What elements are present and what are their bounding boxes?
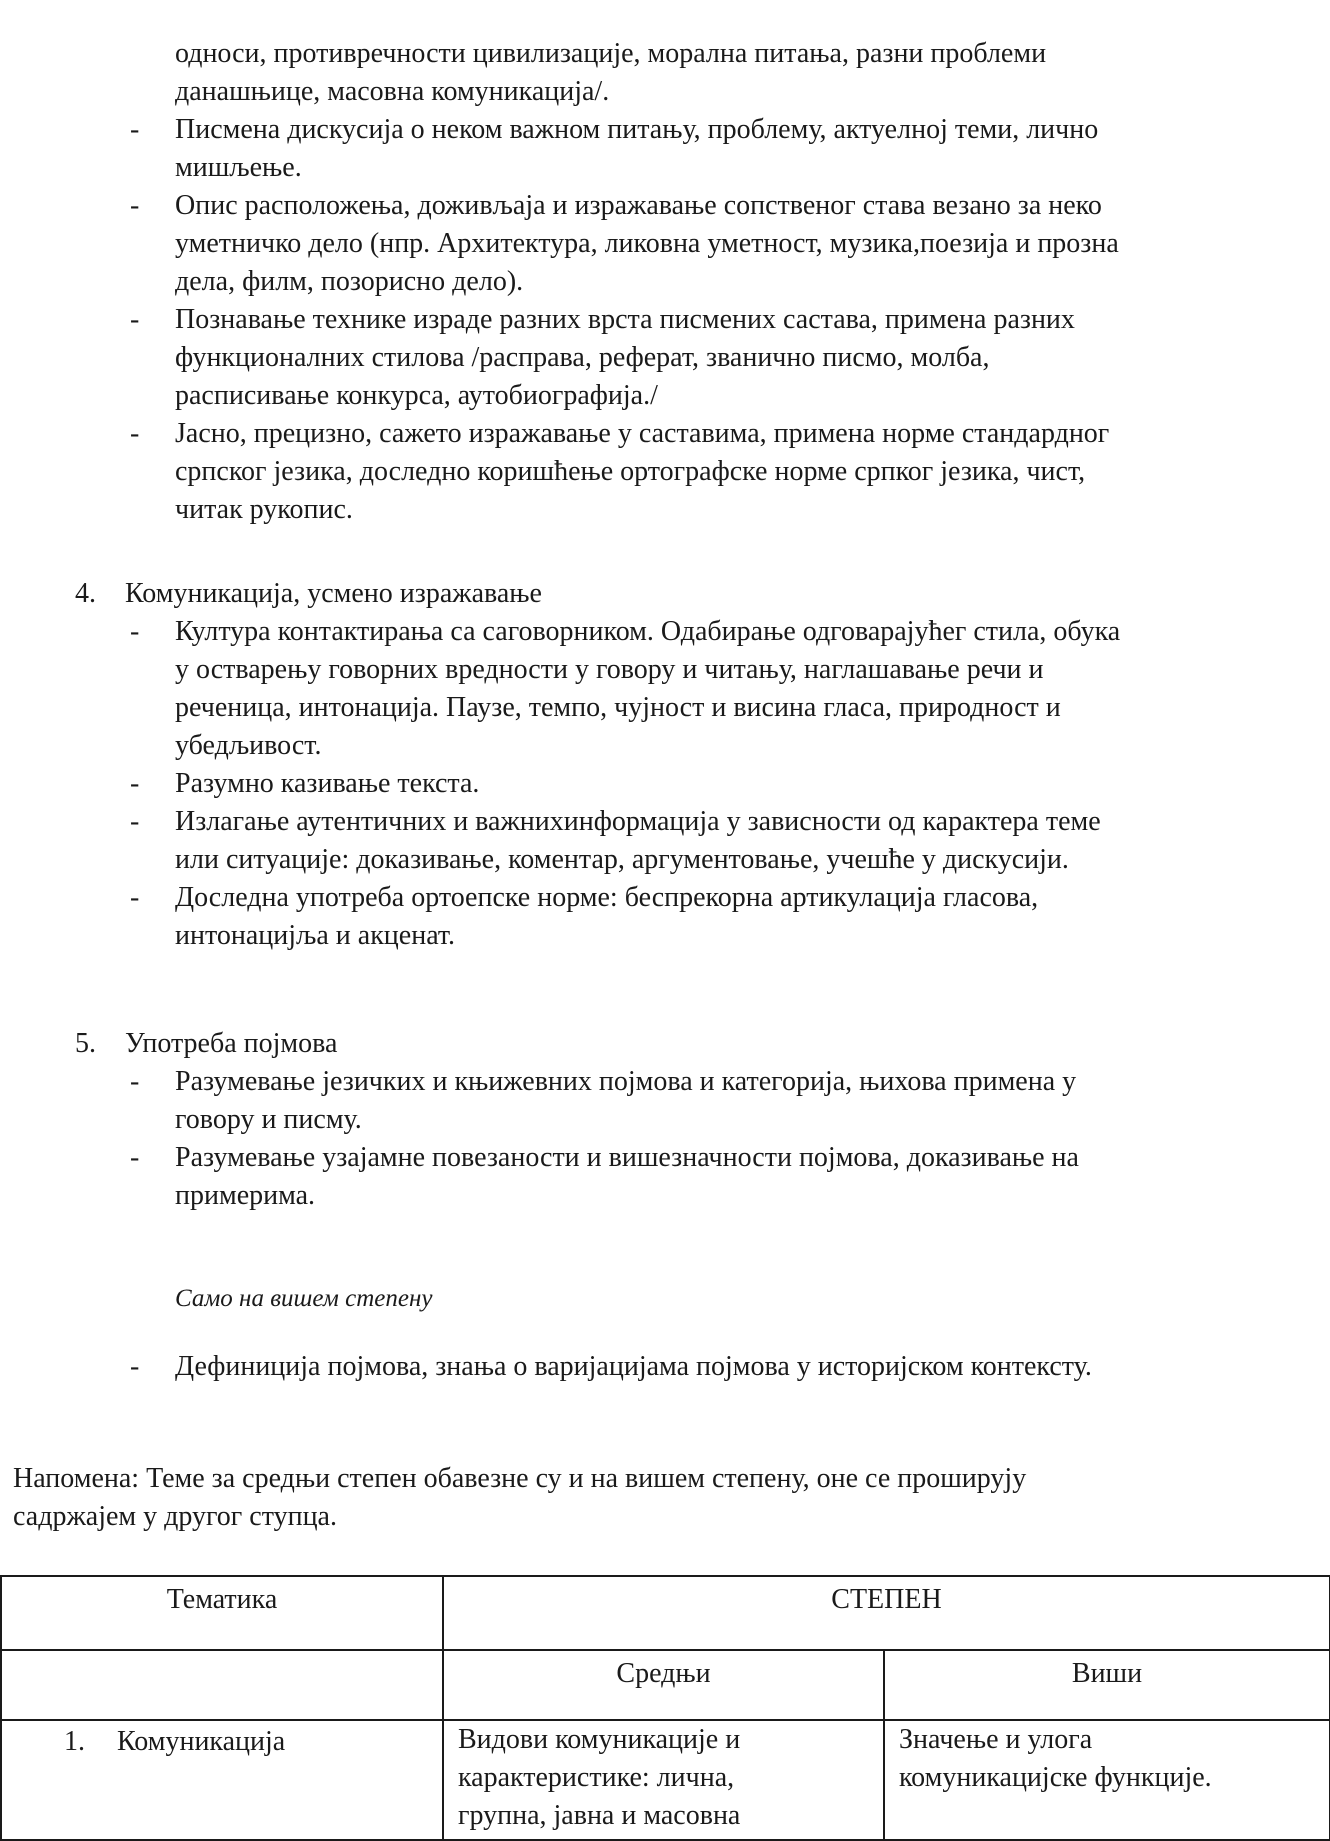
list-item-line: Писмена дискусија о неком важном питању, проблему, актуелној теми, лично	[175, 114, 1099, 145]
row-number: 1.	[64, 1726, 85, 1757]
header-empty-cell	[1, 1650, 443, 1720]
bullet-dash: -	[130, 114, 140, 145]
note-line: садржајем у другог ступца.	[13, 1501, 337, 1532]
cell-line: Значење и улога	[899, 1724, 1093, 1755]
bullet-dash: -	[130, 190, 140, 221]
list-item-line: Доследна употреба ортоепске норме: беспрекорна артикулација гласова,	[175, 882, 1039, 913]
mid-level-cell	[443, 1720, 884, 1840]
list-item-line: Излагање аутентичних и важнихинформација у зависности од карактера теме	[175, 806, 1101, 837]
list-item-line: убедљивост.	[175, 730, 322, 761]
bullet-dash: -	[130, 616, 140, 647]
section-number: 5.	[75, 1028, 96, 1059]
cell-line: карактеристике: лична,	[458, 1762, 735, 1793]
list-item-line: реченица, интонација. Паузе, темпо, чујност и висина гласа, природност и	[175, 692, 1061, 723]
list-item-line: Познавање технике израде разних врста писмених састава, примена разних	[175, 304, 1075, 335]
topics-table	[0, 1575, 1330, 1841]
list-item-line: или ситуације: доказивање, коментар, аргументовање, учешће у дискусији.	[175, 844, 1069, 875]
bullet-dash: -	[130, 806, 140, 837]
list-item-line: уметничко дело (нпр. Архитектура, ликовна уметност, музика,поезија и прозна	[175, 228, 1119, 259]
bullet-dash: -	[130, 304, 140, 335]
cell-line: комуникацијске функције.	[899, 1762, 1212, 1793]
list-item-line: интонацијља и акценат.	[175, 920, 456, 951]
list-item-line: у остварењу говорних вредности у говору и читању, наглашавање речи и	[175, 654, 1044, 685]
bullet-dash: -	[130, 418, 140, 449]
list-item-line: Разумевање језичких и књижевних појмова и категорија, њихова примена у	[175, 1066, 1077, 1097]
section-title: Комуникација, усмено изражавање	[125, 578, 542, 609]
header-level-group: СТЕПЕН	[443, 1576, 1330, 1650]
bullet-dash: -	[130, 882, 140, 913]
list-item-line: функционалних стилова /расправа, реферат, званично писмо, молба,	[175, 342, 990, 373]
cell-line: Видови комуникације и	[458, 1724, 741, 1755]
topic-cell	[1, 1720, 443, 1840]
bullet-dash: -	[130, 1351, 140, 1382]
list-item-line: читак рукопис.	[175, 494, 353, 525]
cell-line: групна, јавна и масовна	[458, 1800, 741, 1831]
list-item-line: Дефиниција појмова, знања о варијацијама појмова у историјском контексту.	[175, 1351, 1092, 1382]
list-item-line: Јасно, прецизно, сажето изражавање у саставима, примена норме стандардног	[175, 418, 1110, 449]
bullet-dash: -	[130, 1142, 140, 1173]
note-line: Напомена: Теме за средњи степен обавезне су и на вишем степену, оне се проширују	[13, 1463, 1027, 1494]
list-item-line: мишљење.	[175, 152, 302, 183]
header-high-level: Виши	[884, 1650, 1330, 1720]
header-mid-level: Средњи	[443, 1650, 884, 1720]
list-item-line: примерима.	[175, 1180, 316, 1211]
section-number: 4.	[75, 578, 96, 609]
section-title: Употреба појмова	[125, 1028, 338, 1059]
continuation-line: данашњице, масовна комуникација/.	[175, 76, 610, 107]
bullet-dash: -	[130, 768, 140, 799]
list-item-line: Опис расположења, доживљаја и изражавање сопственог става везано за неко	[175, 190, 1102, 221]
list-item-line: дела, филм, позорисно дело).	[175, 266, 524, 297]
list-item-line: српског језика, доследно коришћење ортографске норме српког језика, чист,	[175, 456, 1086, 487]
table-row	[1, 1720, 1330, 1840]
bullet-dash: -	[130, 1066, 140, 1097]
list-item-line: Разумевање узајамне повезаности и вишезначности појмова, доказивање на	[175, 1142, 1079, 1173]
continuation-line: односи, противречности цивилизације, морална питања, разни проблеми	[175, 38, 1047, 69]
row-topic: Комуникација	[117, 1726, 286, 1757]
list-item-line: расписивање конкурса, аутобиографија./	[175, 380, 658, 411]
header-topic: Тематика	[1, 1576, 443, 1650]
list-item-line: Разумно казивање текста.	[175, 768, 480, 799]
list-item-line: говору и писму.	[175, 1104, 362, 1135]
list-item-line: Култура контактирања са саговорником. Одабирање одговарајућег стила, обука	[175, 616, 1121, 647]
higher-only-label: Само на вишем степену	[175, 1285, 433, 1312]
high-level-cell	[884, 1720, 1330, 1840]
